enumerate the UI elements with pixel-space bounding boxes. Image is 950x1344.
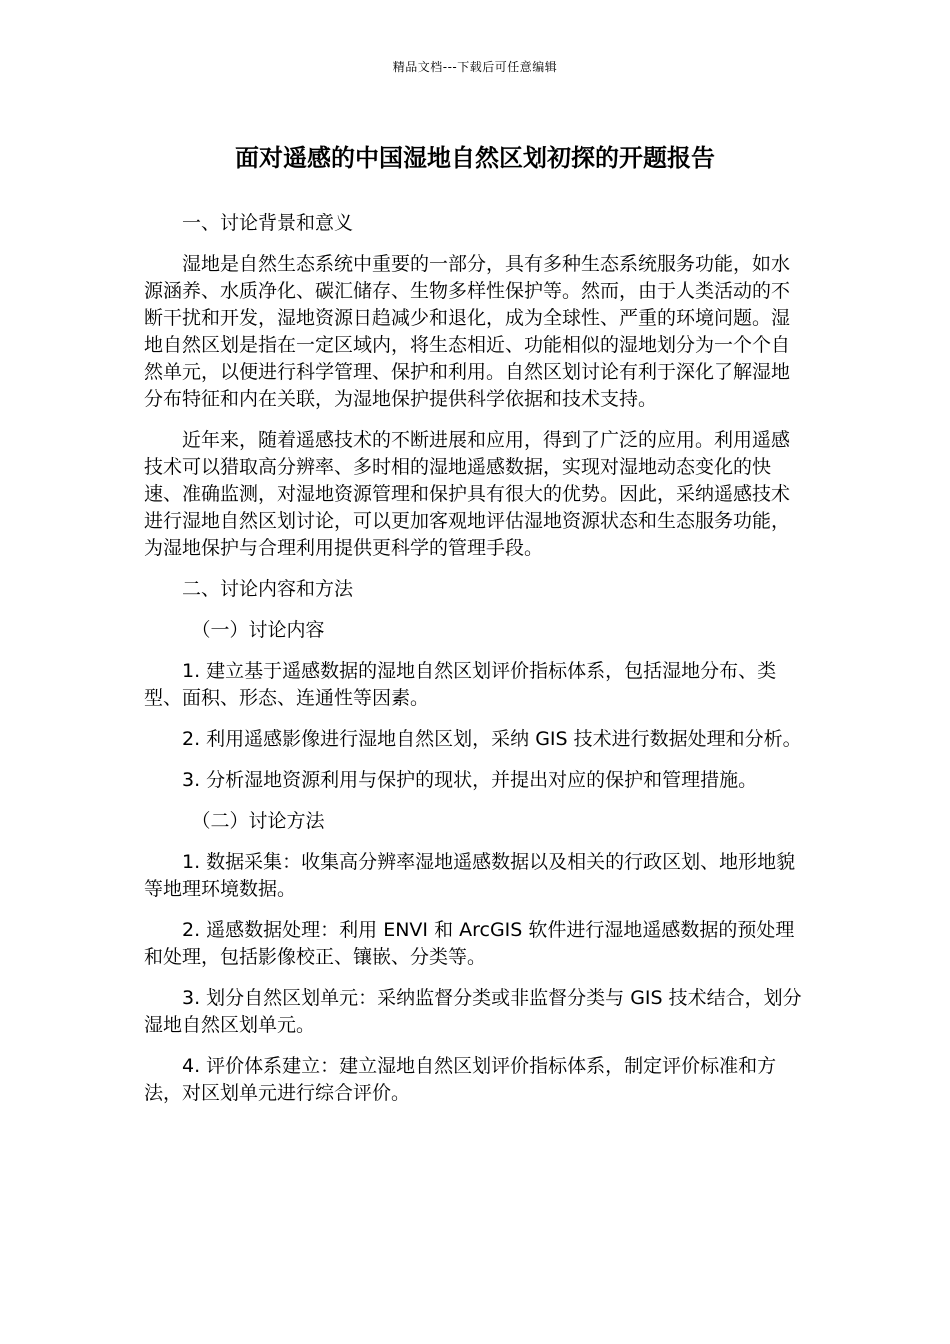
list-item: 1. 数据采集：收集高分辨率湿地遥感数据以及相关的行政区划、地形地貌等地理环境数据。 (144, 851, 796, 900)
list-item: 3. 划分自然区划单元：采纳监督分类或非监督分类与 GIS 技术结合，划分湿地自然区划单元。 (144, 987, 802, 1036)
paragraph: 近年来，随着遥感技术的不断进展和应用，得到了广泛的应用。利用遥感技术可以猎取高分辨率、多时相的湿地遥感数据，实现对湿地动态变化的快速、准确监测，对湿地资源管理和保护具有很大的优势。因此，采纳遥感技术进行湿地自然区划讨论，可以更加客观地评估湿地资源状态和生态服务功能，为湿地保护与合理利用提供更科学的管理手段。 (144, 429, 791, 559)
list-item: 2. 遥感数据处理：利用 ENVI 和 ArcGIS 软件进行湿地遥感数据的预处理和处理，包括影像校正、镶嵌、分类等。 (144, 919, 795, 968)
paragraph: 湿地是自然生态系统中重要的一部分，具有多种生态系统服务功能，如水源涵养、水质净化、碳汇储存、生物多样性保护等。然而，由于人类活动的不断干扰和开发，湿地资源日趋减少和退化，成为全球性、严重的环境问题。湿地自然区划是指在一定区域内，将生态相近、功能相似的湿地划分为一个个自然单元，以便进行科学管理、保护和利用。自然区划讨论有利于深化了解湿地分布特征和内在关联，为湿地保护提供科学依据和技术支持。 (144, 253, 791, 410)
document-title: 面对遥感的中国湿地自然区划初探的开题报告 (235, 144, 715, 172)
list-item: 4. 评价体系建立：建立湿地自然区划评价指标体系，制定评价标准和方法，对区划单元进行综合评价。 (144, 1055, 777, 1104)
list-item: 1. 建立基于遥感数据的湿地自然区划评价指标体系，包括湿地分布、类型、面积、形态、连通性等因素。 (144, 660, 777, 709)
document-body (144, 210, 808, 1121)
list-item: 2. 利用遥感影像进行湿地自然区划，采纳 GIS 技术进行数据处理和分析。 (182, 728, 802, 750)
section-heading-content-methods: 二、讨论内容和方法 (182, 578, 354, 600)
list-item: 3. 分析湿地资源利用与保护的现状，并提出对应的保护和管理措施。 (182, 769, 758, 791)
subsection-heading-content: （一）讨论内容 (191, 619, 325, 641)
section-heading-background: 一、讨论背景和意义 (182, 212, 354, 234)
subsection-heading-methods: （二）讨论方法 (191, 810, 325, 832)
page-header: 精品文档---下载后可任意编辑 (392, 60, 558, 74)
